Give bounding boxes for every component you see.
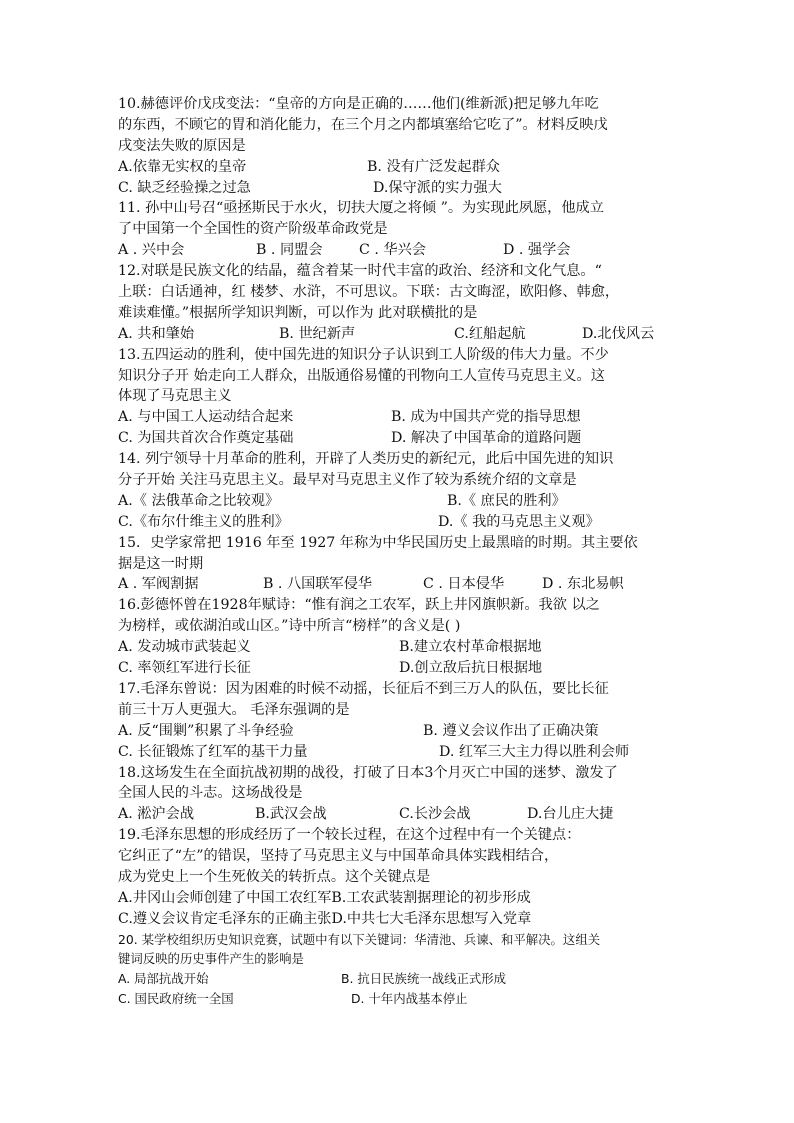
option-c: C.长沙会战 [399,806,471,823]
option-d: D . 东北易帜 [542,576,624,593]
question-text: 17.毛泽东曾说：因为困难的时候不动摇，长征后不到三万人的队伍，要比长征 [118,680,609,697]
option-row [118,804,688,825]
question-18 [118,763,688,826]
question-text: 据是这一时期 [118,555,204,572]
question-text: 16.彭德怀曾在1928年赋诗：“惟有润之工农军，跃上井冈旗帜新。我欲 以之 [118,597,600,614]
option-row [118,178,688,199]
question-text: 13.五四运动的胜利，使中国先进的知识分子认识到工人阶级的伟大力量。不少 [118,346,609,363]
option-a: A. 共和肇始 [118,325,195,342]
question-12 [118,261,688,345]
option-c: C. 国民政府统一全国 [118,991,234,1007]
option-c: C. 长征锻炼了红军的基干力量 [118,743,308,760]
option-row [118,491,688,512]
option-row [118,742,688,763]
question-text: 10.赫德评价戊戌变法：“皇帝的方向是正确的……他们(维新派)把足够九年吃 [118,96,599,112]
option-row [118,637,688,658]
question-text: 18.这场发生在全面抗战初期的战役，打破了日本3个月灭亡中国的迷梦、激发了 [118,764,618,781]
option-row [118,240,688,261]
option-b: B. 世纪新声 [279,325,356,342]
question-20 [118,930,688,1010]
option-c: C. 为国共首次合作奠定基础 [118,430,294,447]
option-a: A. 淞沪会战 [118,806,195,823]
option-c: C.红船起航 [454,325,526,342]
question-text: 戌变法失败的原因是 [118,137,246,154]
question-text: 14. 列宁领导十月革命的胜利，开辟了人类历史的新纪元，此后中国先进的知识 [118,451,614,468]
question-text: 的东西，不顾它的胃和消化能力，在三个月之内都填塞给它吃了”。材料反映戊 [118,116,608,133]
option-row [118,658,688,679]
question-17 [118,679,688,763]
question-text: 15．史学家常把 1916 年至 1927 年称为中华民国历史上最黑暗的时期。其主要依 [118,534,638,551]
option-a: A.《 法俄革命之比较观》 [118,492,280,509]
question-16 [118,595,688,679]
option-b: B. 成为中国共产党的指导思想 [391,409,581,426]
option-a: A . 兴中会 [118,242,185,259]
question-text: 它纠正了“左”的错误，坚持了马克思主义与中国革命具体实践相结合， [118,848,559,865]
option-row [118,512,688,533]
question-text: 11. 孙中山号召“亟拯斯民于水火，切扶大厦之将倾 ”。为实现此夙愿，他成立 [118,200,604,217]
option-b: B. 没有广泛发起群众 [367,158,500,175]
question-text: 12.对联是民族文化的结晶，蕴含着某一时代丰富的政治、经济和文化气息。“ [118,263,602,280]
question-text: 键词反映的历史事件产生的影响是 [118,951,304,967]
option-c: C . 华兴会 [359,242,426,259]
option-row [118,407,688,428]
question-19 [118,825,688,929]
option-d: D. 十年内战基本停止 [351,991,468,1007]
option-a: A. 发动城市武装起义 [118,639,251,656]
option-row [118,157,688,178]
option-c: C. 率领红军进行长征 [118,660,251,677]
option-row [118,324,688,345]
option-a: A. 局部抗战开始 [118,971,209,987]
option-row-ab: A.井冈山会师创建了中国工农红军B.工农武装割据理论的初步形成 [118,889,531,906]
question-text: 全国人民的斗志。这场战役是 [118,785,303,802]
question-text: 为榜样，或依湖泊或山区。”诗中所言“榜样”的含义是( ) [118,618,461,635]
option-row-cd: C.遵义会议肯定毛泽东的正确主张D.中共七大毛泽东思想写入党章 [118,910,532,927]
option-d: D.创立敌后抗日根据地 [399,660,543,677]
question-text: 体现了马克思主义 [118,388,232,405]
question-13 [118,345,688,449]
question-text: 分子开始 关注马克思主义。最早对马克思主义作了较为系统介绍的文章是 [118,472,577,489]
option-row [118,969,688,989]
option-b: B . 同盟会 [256,242,323,259]
option-b: B. 抗日民族统一战线正式形成 [341,971,507,987]
question-text: 前三十万人更强大。 毛泽东强调的是 [118,701,350,718]
question-11 [118,198,688,261]
option-d: D.北伐风云 [582,325,655,342]
option-b: B.武汉会战 [255,806,327,823]
option-c: C.《布尔什维主义的胜利》 [118,513,289,530]
question-10 [118,94,688,198]
exam-page [118,94,688,1009]
option-c: C . 日本侵华 [423,576,505,593]
option-d: D . 强学会 [503,242,571,259]
option-row [118,428,688,449]
question-14 [118,449,688,533]
question-text: 19.毛泽东思想的形成经历了一个较长过程，在这个过程中有一个关键点： [118,827,581,844]
option-a: A. 与中国工人运动结合起来 [118,409,294,426]
option-row [118,721,688,742]
question-text: 难读难懂。”根据所学知识判断，可以作为 此对联横批的是 [118,304,478,321]
option-b: B.《 庶民的胜利》 [447,492,566,509]
option-d: D.台儿庄大捷 [527,806,614,823]
option-row [118,989,688,1009]
option-a: A. 反“围剿”积累了斗争经验 [118,722,294,739]
option-a: A . 军阀割据 [118,576,199,593]
option-d: D. 解决了中国革命的道路问题 [391,430,582,447]
question-15 [118,533,688,596]
option-row [118,574,688,595]
question-text: 成为党史上一个生死攸关的转折点。这个关键点是 [118,868,431,885]
option-d: D.保守派的实力强大 [373,179,502,196]
option-b: B. 遵义会议作出了正确决策 [423,722,599,739]
question-text: 了中国第一个全国性的资产阶级革命政党是 [118,221,388,238]
option-a: A.依靠无实权的皇帝 [118,158,247,175]
question-text: 20. 某学校组织历史知识竞赛，试题中有以下关键词：华清池、兵谏、和平解决。这组关 [118,931,601,947]
option-c: C. 缺乏经验操之过急 [118,179,251,196]
question-text: 知识分子开 始走向工人群众，出版通俗易懂的刊物向工人宣传马克思主义。这 [118,367,605,384]
option-b: B.建立农村革命根据地 [399,639,542,656]
option-b: B . 八国联军侵华 [263,576,373,593]
question-text: 上联：白话通神，红 楼梦、水浒，不可思议。下联：古文晦涩，欧阳修、韩愈， [118,284,620,301]
option-d: D.《 我的马克思主义观》 [438,513,600,530]
option-d: D. 红军三大主力得以胜利会师 [439,743,630,760]
